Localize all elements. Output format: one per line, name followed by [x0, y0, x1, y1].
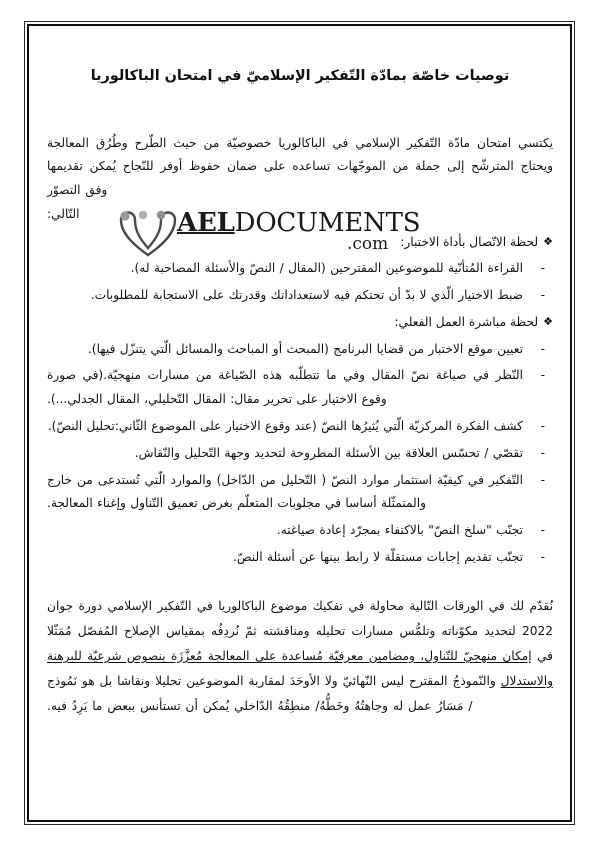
document-content [47, 40, 553, 806]
intro-line-3: التّالي: [47, 206, 80, 221]
list-item [47, 439, 553, 466]
closing-part-2: والنّموذجُ المقترح ليس النّهائيّ ولا الأوحَدَ لمقاربة الموضوعين تحليلا ونقاشا بل هو نَمُوذج / مَسَارُ عمل له وجاهتُهُ وخَطُّهُ/ منطِقُهُ الدّاخلي يُمكن أن تستأنس ببعض ما يَرِدُ فيه. [47, 673, 501, 713]
dash-bullet-icon: - [540, 549, 545, 564]
section-1 [47, 227, 553, 308]
list-item [47, 254, 553, 281]
dash-bullet-icon: - [540, 341, 545, 356]
dash-bullet-icon: - [540, 287, 545, 302]
page-title: توصيات خاصّة بمادّة التّفكير الإسلاميّ في امتحان الباكالوريا [90, 68, 510, 84]
closing-underlined-text: إمكان منهجيّ للتّناول، ومضامين معرفيّة مُساعدة على المعالجة مُعزَّزَة بنصوص شرعيّة للبرهنة والاستدلال [47, 648, 553, 688]
section-heading-2-label: لحظة مباشرة العمل الفعلي: [394, 315, 539, 330]
list-item [47, 335, 553, 362]
list-item-text: تجنّب "سلخ النصّ" بالاكتفاء بمجرّد إعادة صياغته. [276, 523, 523, 538]
list-item [47, 516, 553, 543]
list-item-text: تقصّي / تحسّس العلاقة بين الأسئلة المطروحة لتحديد وجهة التّحليل والنّقاش. [134, 445, 523, 460]
watermark-brand-bold: AEL [177, 208, 235, 238]
list-item-text: كشف الفكرة المركزيّة الّتي يُثيرُها النصّ (عند وقوع الاختيار على الموضوع الثّاني:تحليل النصّ). [47, 418, 523, 433]
dash-bullet-icon: - [540, 472, 545, 487]
section-heading-2 [47, 307, 553, 334]
sections-list [47, 227, 553, 570]
watermark-brand-rest: DOCUMENTS [234, 208, 421, 238]
closing-part-1: نُقدّم لك في الورقات التّالية محاولة في تفكيك موضوع الباكالوريا في التّفكير الإسلامي دورة جوان 2022 لتحديد مكوّناته وتلمُّس مسارات تحليله ومناقشته ثمّ نُردِفُه بمقياس الإصلاح المُفصّل مُمَثّلا في [47, 598, 553, 663]
watermark-domain: .com [347, 234, 389, 254]
closing-paragraph [47, 570, 553, 719]
list-item-text: النّظر في صياغة نصّ المقال وفي ما تتطلّبه هذه الصّياغة من مسارات منهجيّة.(في صورة وقوع الاختيار على تحرير مقال: المقال التّحليلي، المقال الجدلي...). [47, 368, 523, 407]
list-item-text: ضبط الاختيار الّذي لا بدّ أن تحتكم فيه لاستعداداتك وقدرتك على الاستجابة للمطلوبات. [90, 287, 523, 302]
list-item [47, 412, 553, 439]
intro-line-1: يكتسي امتحان مادّة التّفكير الإسلامي في الباكالوريا خصوصيّة من حيث الطّرح وطُرُق المعالجة ويحتاج [47, 135, 554, 174]
dash-bullet-icon: - [540, 445, 545, 460]
dash-bullet-icon: - [540, 260, 545, 275]
intro-paragraph [47, 88, 553, 227]
section-2 [47, 307, 553, 569]
dash-bullet-icon: - [540, 368, 545, 383]
diamond-bullet-icon: ❖ [543, 315, 553, 329]
intro-line-2: المترشّح إلى جملة من الموجّهات تساعده على ضمان حفوظ أوفر للنّجاح يُمكن تقديمها وفق التصوّر [47, 159, 514, 198]
diamond-bullet-icon: ❖ [543, 234, 553, 248]
bullets-list-2 [47, 335, 553, 570]
bullets-list-1 [47, 254, 553, 308]
list-item-text: القراءة المُتأنّية للموضوعين المقترحين (المقال / النصّ والأسئلة المصاحبة له). [130, 260, 523, 275]
list-item-text: التّفكير في كيفيّة استثمار موارد النصّ ( التّحليل من الدّاخل) والموارد الّتي تُستدعى من خارج والمتمثّلة أساسا في مجلوبات المتعلّم بغرض تعميق التّناول وإغناء المعالجة. [47, 472, 523, 511]
section-heading-1-label: لحظة الاتّصال بأداة الاختبار: [400, 234, 539, 249]
list-item [47, 361, 553, 412]
list-item [47, 466, 553, 517]
dash-bullet-icon: - [540, 418, 545, 433]
list-item-text: تعيين موقع الاختبار من قضايا البرنامج (المبحث أو المباحث والمسائل الّتي يتنزّل فيها). [87, 341, 523, 356]
list-item-text: تجنّب تقديم إجابات مستقلّة لا رابط بينها عن أسئلة النصّ. [233, 549, 523, 564]
list-item [47, 543, 553, 570]
list-item [47, 281, 553, 308]
dash-bullet-icon: - [540, 523, 545, 538]
section-heading-1 [47, 227, 553, 254]
